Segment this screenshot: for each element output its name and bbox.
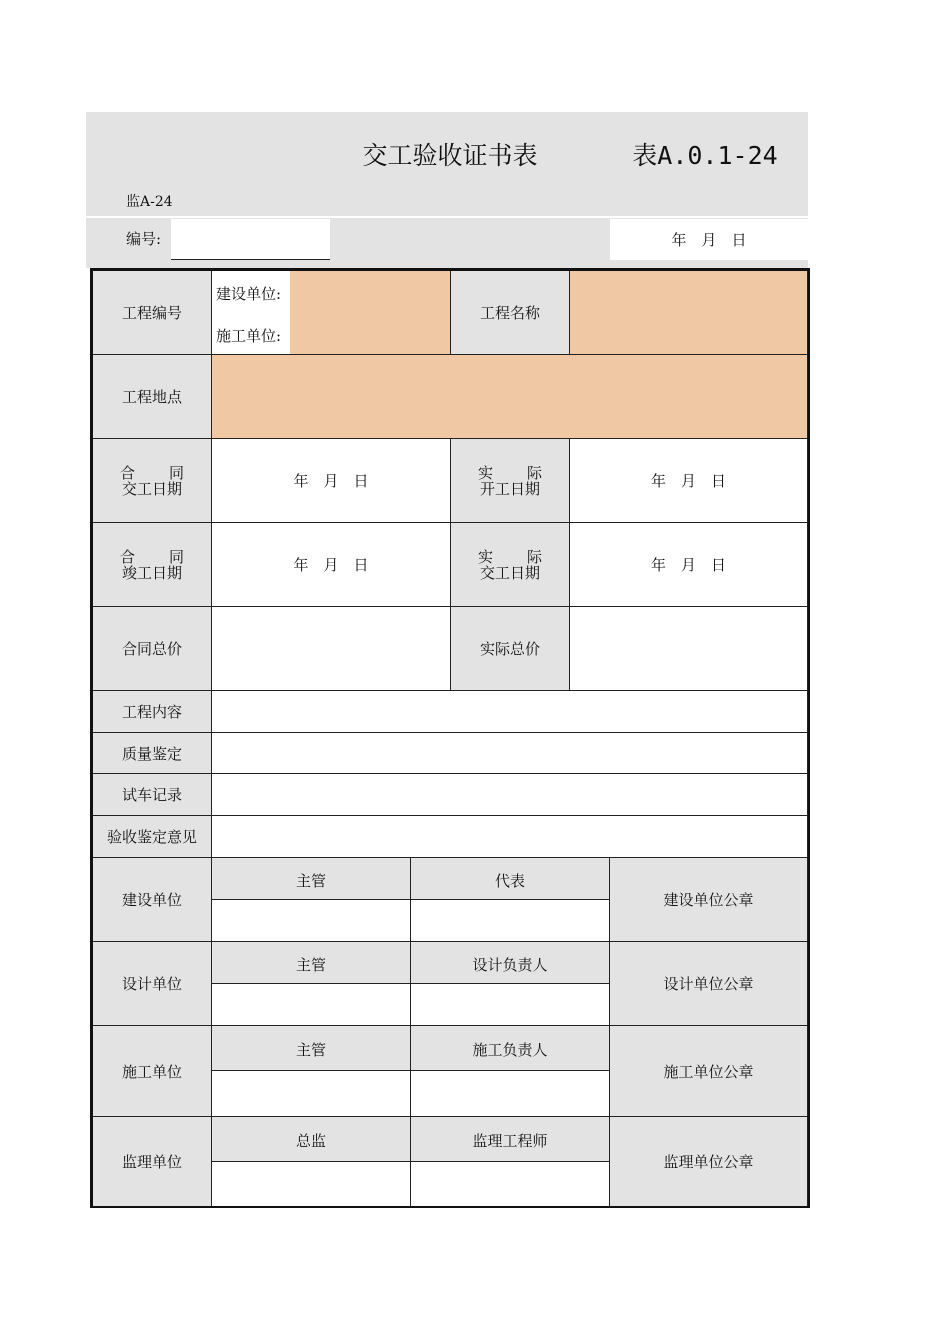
sig-left-design-field[interactable] (211, 983, 411, 1026)
sig-left-construction-field[interactable] (211, 1070, 411, 1117)
sig-right-design: 设计负责人 (410, 941, 610, 984)
sig-seal-design: 设计单位公章 (609, 941, 808, 1026)
quality-label: 质量鉴定 (92, 732, 212, 774)
form-title: 交工验收证书表 (362, 141, 538, 170)
sig-right-design-field[interactable] (410, 983, 610, 1026)
constructor-label: 施工单位: (216, 327, 282, 345)
opinion-value[interactable] (211, 815, 808, 858)
sig-right-supervision: 监理工程师 (410, 1116, 610, 1162)
actual-handover-char-2: 际 (526, 547, 542, 566)
sig-seal-construction: 施工单位公章 (609, 1025, 808, 1117)
actual-start-char-2: 际 (526, 463, 542, 482)
sig-left-construction: 主管 (211, 1025, 411, 1071)
project-name-label: 工程名称 (450, 270, 570, 355)
actual-handover-text: 交工日期 (479, 563, 540, 582)
quality-value[interactable] (211, 732, 808, 774)
contract-completion-char-2: 同 (168, 547, 184, 566)
content-value[interactable] (211, 690, 808, 733)
content-label: 工程内容 (92, 690, 212, 733)
table-code: 表A.0.1-24 (632, 141, 778, 170)
sig-unit-construction: 施工单位 (92, 1025, 212, 1117)
contract-handover-date[interactable]: 年 月 日 (211, 438, 451, 523)
sig-left-builder: 主管 (211, 857, 411, 900)
contract-handover-char-2: 同 (168, 463, 184, 482)
sig-seal-supervision: 监理单位公章 (609, 1116, 808, 1207)
contract-total-value[interactable] (211, 606, 451, 691)
header-date: 年 月 日 (610, 219, 808, 260)
actual-start-char-1: 实 (478, 463, 494, 482)
number-label: 编号: (126, 229, 162, 248)
actual-handover-label (450, 522, 570, 607)
builder-constructor-value[interactable] (290, 270, 451, 355)
opinion-label: 验收鉴定意见 (92, 815, 212, 858)
location-value[interactable] (211, 354, 808, 439)
actual-total-value[interactable] (569, 606, 808, 691)
test-run-value[interactable] (211, 773, 808, 816)
sig-unit-supervision: 监理单位 (92, 1116, 212, 1207)
number-field[interactable] (171, 219, 330, 260)
contract-completion-date[interactable]: 年 月 日 (211, 522, 451, 607)
sig-right-construction-field[interactable] (410, 1070, 610, 1117)
actual-start-label (450, 438, 570, 523)
actual-handover-date[interactable]: 年 月 日 (569, 522, 808, 607)
contract-completion-label (92, 522, 212, 607)
form-code: 监A-24 (126, 194, 173, 210)
contract-handover-text: 交工日期 (121, 479, 182, 498)
contract-completion-text: 竣工日期 (121, 563, 182, 582)
contract-total-label: 合同总价 (92, 606, 212, 691)
sig-left-supervision: 总监 (211, 1116, 411, 1162)
sig-left-design: 主管 (211, 941, 411, 984)
location-label: 工程地点 (92, 354, 212, 439)
contract-handover-label (92, 438, 212, 523)
project-no-label: 工程编号 (92, 270, 212, 355)
actual-start-date[interactable]: 年 月 日 (569, 438, 808, 523)
actual-total-label: 实际总价 (450, 606, 570, 691)
sig-right-supervision-field[interactable] (410, 1161, 610, 1207)
sig-right-builder: 代表 (410, 857, 610, 900)
contract-completion-char-1: 合 (120, 547, 136, 566)
sig-left-builder-field[interactable] (211, 899, 411, 942)
sig-seal-builder: 建设单位公章 (609, 857, 808, 942)
project-name-value[interactable] (569, 270, 808, 355)
sig-right-construction: 施工负责人 (410, 1025, 610, 1071)
sig-unit-builder: 建设单位 (92, 857, 212, 942)
contract-handover-char-1: 合 (120, 463, 136, 482)
builder-constructor-cell (211, 270, 291, 355)
test-run-label: 试车记录 (92, 773, 212, 816)
header-separator (86, 216, 808, 218)
sig-unit-design: 设计单位 (92, 941, 212, 1026)
actual-handover-char-1: 实 (478, 547, 494, 566)
builder-label: 建设单位: (216, 285, 282, 303)
sig-right-builder-field[interactable] (410, 899, 610, 942)
sig-left-supervision-field[interactable] (211, 1161, 411, 1207)
actual-start-text: 开工日期 (479, 479, 540, 498)
